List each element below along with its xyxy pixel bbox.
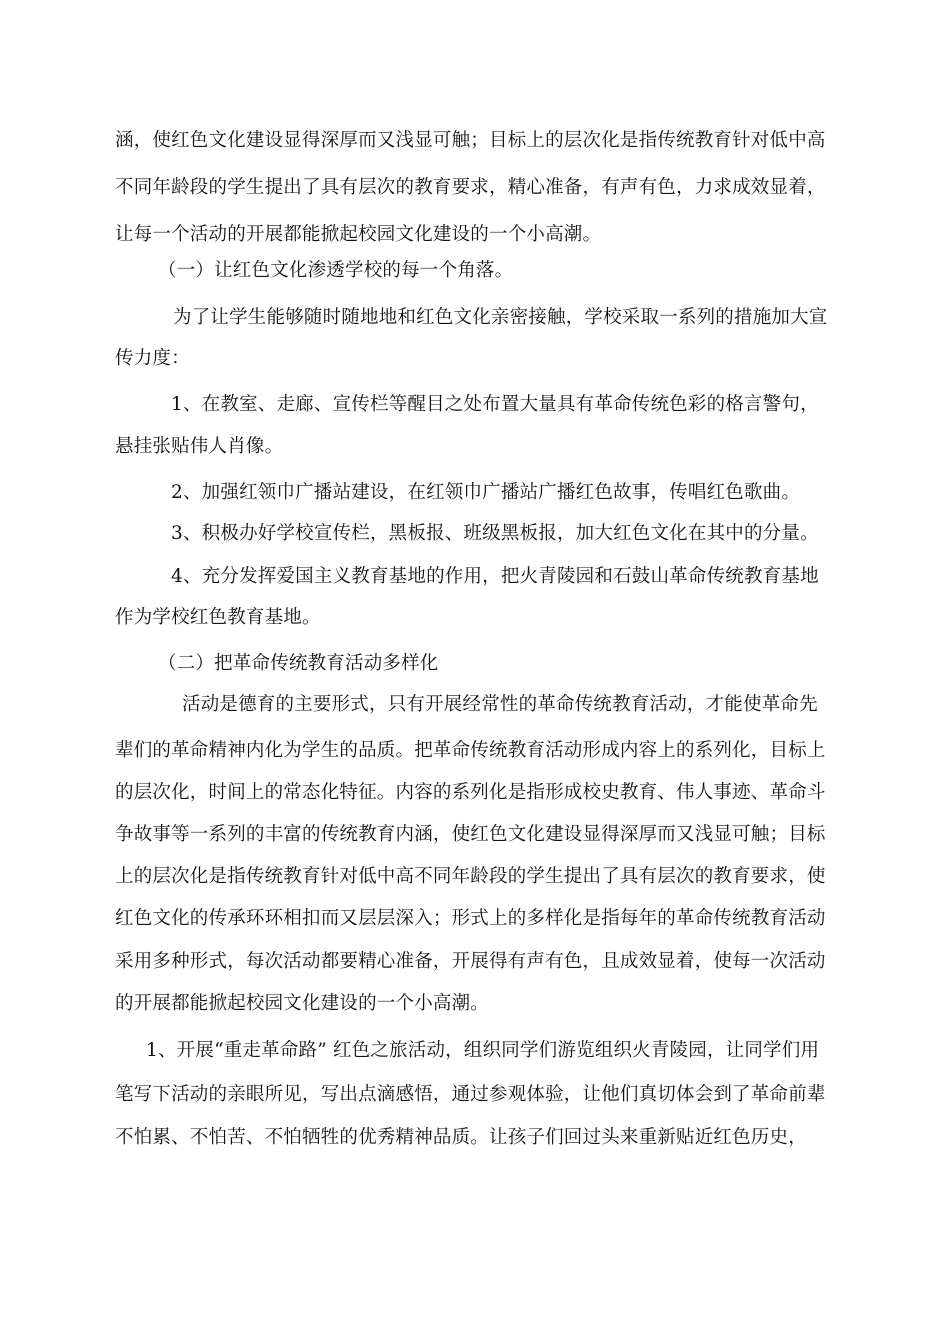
list-item: 1、开展“重走革命路” 红色之旅活动，组织同学们游览组织火青陵园，让同学们用 [146, 1040, 820, 1061]
section-heading: （二）把革命传统教育活动多样化 [158, 653, 439, 674]
text-line: 活动是德育的主要形式，只有开展经常性的革命传统教育活动，才能使革命先 [182, 694, 818, 715]
text-line: 辈们的革命精神内化为学生的品质。把革命传统教育活动形成内容上的系列化，目标上 [115, 740, 826, 761]
text-line: 涵，使红色文化建设显得深厚而又浅显可触；目标上的层次化是指传统教育针对低中高 [115, 130, 826, 151]
list-item: 4、充分发挥爱国主义教育基地的作用，把火青陵园和石鼓山革命传统教育基地 [171, 566, 819, 587]
text-line: 作为学校红色教育基地。 [115, 607, 321, 628]
list-item: 2、加强红领巾广播站建设，在红领巾广播站广播红色故事，传唱红色歌曲。 [171, 482, 801, 503]
text-line: 上的层次化是指传统教育针对低中高不同年龄段的学生提出了具有层次的教育要求，使 [115, 866, 826, 887]
section-heading: （一）让红色文化渗透学校的每一个角落。 [158, 260, 514, 281]
text-line: 不同年龄段的学生提出了具有层次的教育要求，精心准备，有声有色，力求成效显着， [115, 177, 826, 198]
text-line: 采用多种形式，每次活动都要精心准备，开展得有声有色，且成效显着，使每一次活动 [115, 951, 826, 972]
text-line: 为了让学生能够随时随地地和红色文化亲密接触，学校采取一系列的措施加大宣 [173, 307, 828, 328]
text-line: 笔写下活动的亲眼所见，写出点滴感悟，通过参观体验，让他们真切体会到了革命前辈 [115, 1084, 826, 1105]
list-item: 1、在教室、走廊、宣传栏等醒目之处布置大量具有革命传统色彩的格言警句， [171, 394, 819, 415]
text-line: 悬挂张贴伟人肖像。 [115, 436, 284, 457]
text-line: 让每一个活动的开展都能掀起校园文化建设的一个小高潮。 [115, 224, 602, 245]
text-line: 红色文化的传承环环相扣而又层层深入；形式上的多样化是指每年的革命传统教育活动 [115, 908, 826, 929]
text-line: 争故事等一系列的丰富的传统教育内涵，使红色文化建设显得深厚而又浅显可触；目标 [115, 824, 826, 845]
text-line: 的层次化，时间上的常态化特征。内容的系列化是指形成校史教育、伟人事迹、革命斗 [115, 782, 826, 803]
text-line: 传力度： [115, 348, 190, 369]
list-item: 3、积极办好学校宣传栏，黑板报、班级黑板报，加大红色文化在其中的分量。 [171, 523, 819, 544]
text-line: 不怕累、不怕苦、不怕牺牲的优秀精神品质。让孩子们回过头来重新贴近红色历史， [115, 1127, 807, 1148]
text-line: 的开展都能掀起校园文化建设的一个小高潮。 [115, 993, 490, 1014]
